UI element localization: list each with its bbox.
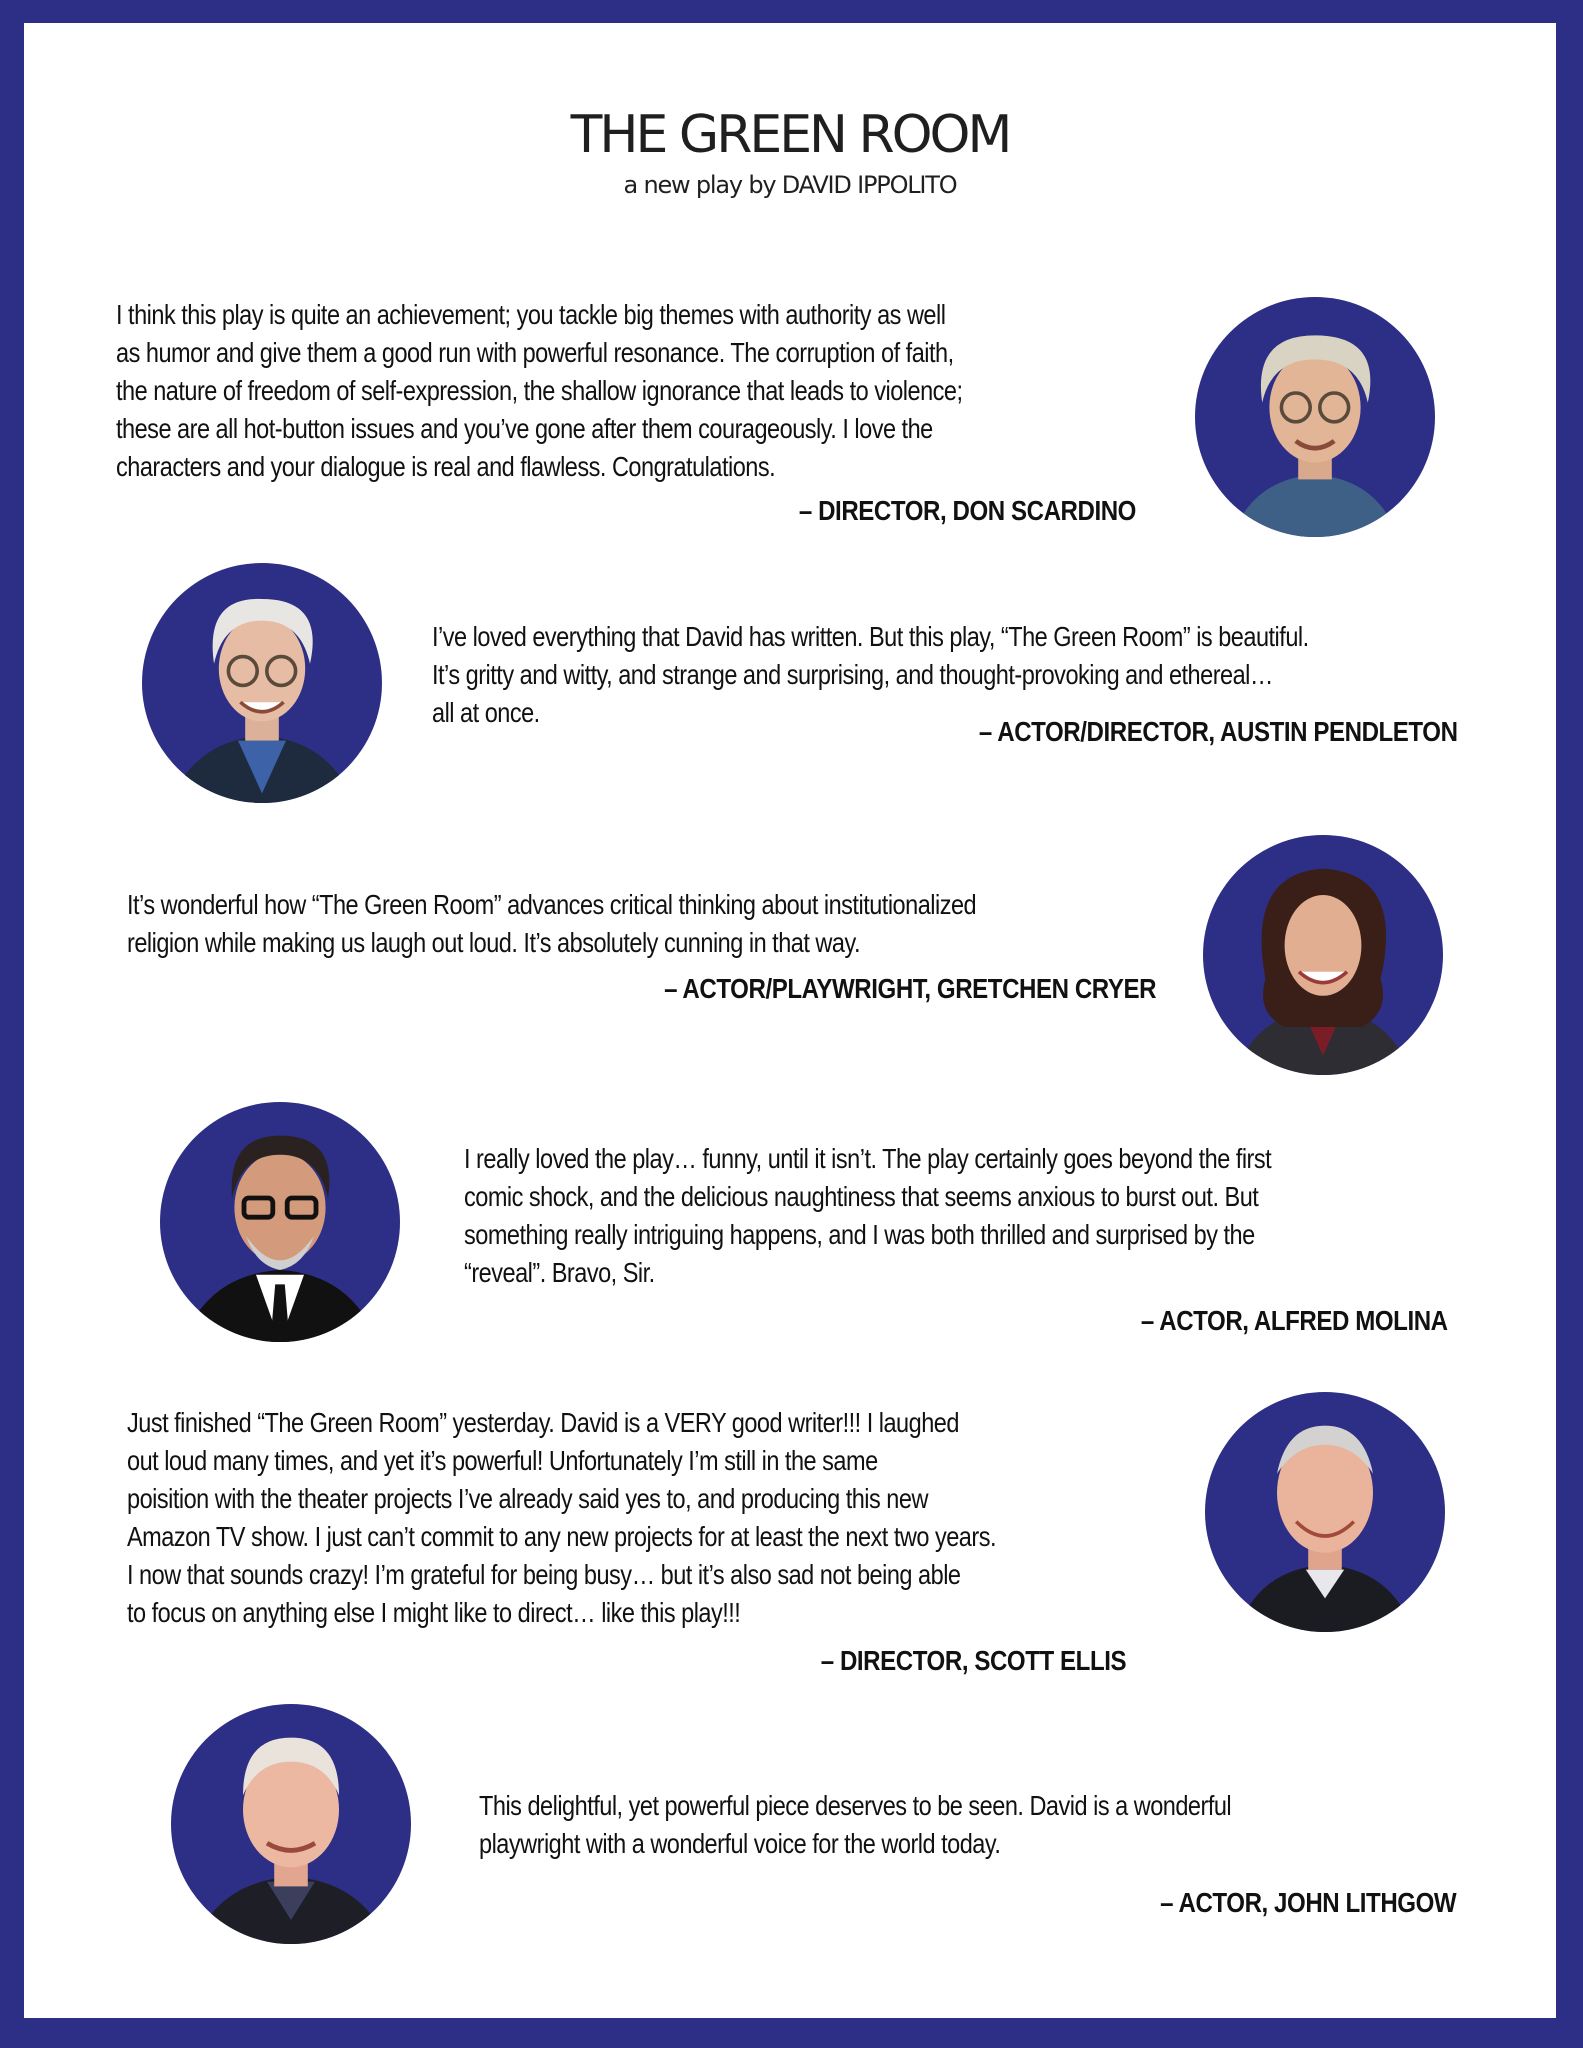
testimonial-attribution: – ACTOR, JOHN LITHGOW xyxy=(1159,1887,1456,1918)
portrait-photo xyxy=(171,1704,411,1944)
portrait-don-scardino xyxy=(1195,297,1435,537)
page-title: THE GREEN ROOM xyxy=(570,105,1010,165)
portrait-photo xyxy=(142,563,382,803)
portrait-austin-pendleton xyxy=(142,563,382,803)
page xyxy=(24,23,1556,2018)
testimonial-quote: Just finished “The Green Room” yesterday. David is a VERY good writer!!! I laughed out loud many times, and yet it’s powerful! Unfortunately I’m still in the same poisition with the theater projects I’ve already said yes to, and producing this new Amazon TV show. I just can’t commit to any new projects for at least the next two years. I now that sounds crazy! I’m grateful for being busy… but it’s also sad not being able to focus on anything else I might like to direct… like this play!!! xyxy=(127,1407,996,1628)
testimonial-attribution: – ACTOR, ALFRED MOLINA xyxy=(1141,1305,1448,1336)
testimonial-attribution: – DIRECTOR, DON SCARDINO xyxy=(798,495,1136,526)
testimonial-quote: It’s wonderful how “The Green Room” advances critical thinking about institutionalized religion while making us laugh out loud. It’s absolutely cunning in that way. xyxy=(127,889,977,958)
portrait-photo xyxy=(160,1102,400,1342)
portrait-photo xyxy=(1203,835,1443,1075)
testimonial-attribution: – ACTOR/DIRECTOR, AUSTIN PENDLETON xyxy=(979,716,1458,747)
testimonial-quote: I think this play is quite an achievement; you tackle big themes with authority as well as humor and give them a good run with powerful resonance. The corruption of faith, the nature of freedom of self-expression, the shallow ignorance that leads to violence; these are all hot-button issues and you’ve gone after them courageously. I love the characters and your dialogue is real and flawless. Congratulations. xyxy=(116,299,963,482)
testimonial-attribution: – DIRECTOR, SCOTT ELLIS xyxy=(820,1645,1126,1676)
testimonial-attribution: – ACTOR/PLAYWRIGHT, GRETCHEN CRYER xyxy=(663,973,1156,1004)
portrait-alfred-molina xyxy=(160,1102,400,1342)
testimonial-quote: This delightful, yet powerful piece deserves to be seen. David is a wonderful playwright with a wonderful voice for the world today. xyxy=(479,1790,1232,1859)
testimonial-quote: I’ve loved everything that David has written. But this play, “The Green Room” is beautiful. It’s gritty and witty, and strange and surprising, and thought-provoking and ethereal… all at once. xyxy=(432,621,1309,728)
portrait-photo xyxy=(1195,297,1435,537)
portrait-scott-ellis xyxy=(1205,1392,1445,1632)
portrait-photo xyxy=(1205,1392,1445,1632)
portrait-gretchen-cryer xyxy=(1203,835,1443,1075)
testimonial-quote: I really loved the play… funny, until it isn’t. The play certainly goes beyond the first comic shock, and the delicious naughtiness that seems anxious to burst out. But something really intriguing happens, and I was both thrilled and surprised by the “reveal”. Bravo, Sir. xyxy=(464,1143,1272,1288)
page-subtitle: a new play by DAVID IPPOLITO xyxy=(623,171,957,199)
portrait-john-lithgow xyxy=(171,1704,411,1944)
